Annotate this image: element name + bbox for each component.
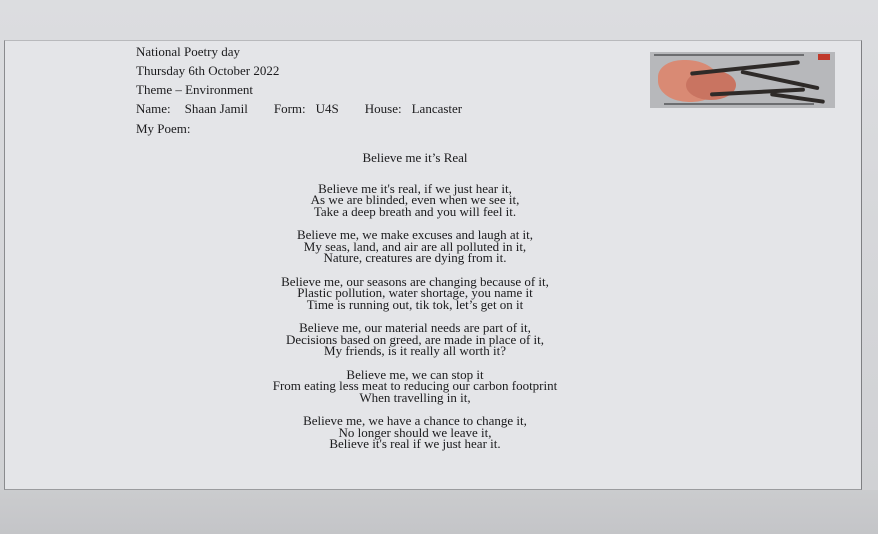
poem-line: Take a deep breath and you will feel it. [313,203,517,219]
event-date: Thursday 6th October 2022 [136,63,280,78]
poster-logo-icon [818,54,830,60]
house-value: Lancaster [411,101,463,116]
poem-line: My friends, is it really all worth it? [324,343,506,358]
poem-line: Believe me, our material needs are part of it, [299,320,531,335]
desk-surface [0,490,878,534]
document-header [136,42,462,118]
student-info [136,99,462,118]
my-poem-label: My Poem: [136,121,191,136]
poem-stanza [130,366,700,405]
poem-line: Believe it's real if we just hear it. [329,436,501,451]
poetry-day-poster-image [650,52,835,108]
poem-line: From eating less meat to reducing our carbon footprint [272,378,558,393]
poem-line: Plastic pollution, water shortage, you name it [297,285,533,300]
event-theme: Theme – Environment [136,82,253,97]
poem-line: Believe me it's real, if we just hear it, [318,180,512,196]
poem-line: Decisions based on greed, are made in place of it, [285,331,545,347]
poem-line: Believe me, we make excuses and laugh at it, [296,227,534,242]
poem-stanza [130,180,700,219]
poem-line: My seas, land, and air are all polluted in it, [303,238,527,254]
poem-stanza [130,273,700,312]
event-title: National Poetry day [136,44,240,59]
poem-stanza [130,322,700,357]
poem-line: As we are blinded, even when we see it, [310,192,520,207]
poem-line: No longer should we leave it, [338,424,492,440]
poem-line: Believe me, our seasons are changing because of it, [281,273,549,289]
house-label: House: [364,101,402,116]
poem-stanza [130,415,700,450]
poem [130,152,700,462]
form-value: U4S [315,101,339,116]
poem-stanza [130,229,700,264]
poem-line: When travelling in it, [359,389,471,405]
name-label: Name: [136,101,171,116]
poem-line: Time is running out, tik tok, let’s get on it [306,296,524,312]
name-value: Shaan Jamil [184,101,248,116]
poem-line: Nature, creatures are dying from it. [323,250,507,265]
poem-line: Believe me, we can stop it [346,366,484,382]
form-label: Form: [273,101,306,116]
poem-line: Believe me, we have a chance to change it, [303,413,527,428]
poem-title: Believe me it’s Real [362,150,468,165]
